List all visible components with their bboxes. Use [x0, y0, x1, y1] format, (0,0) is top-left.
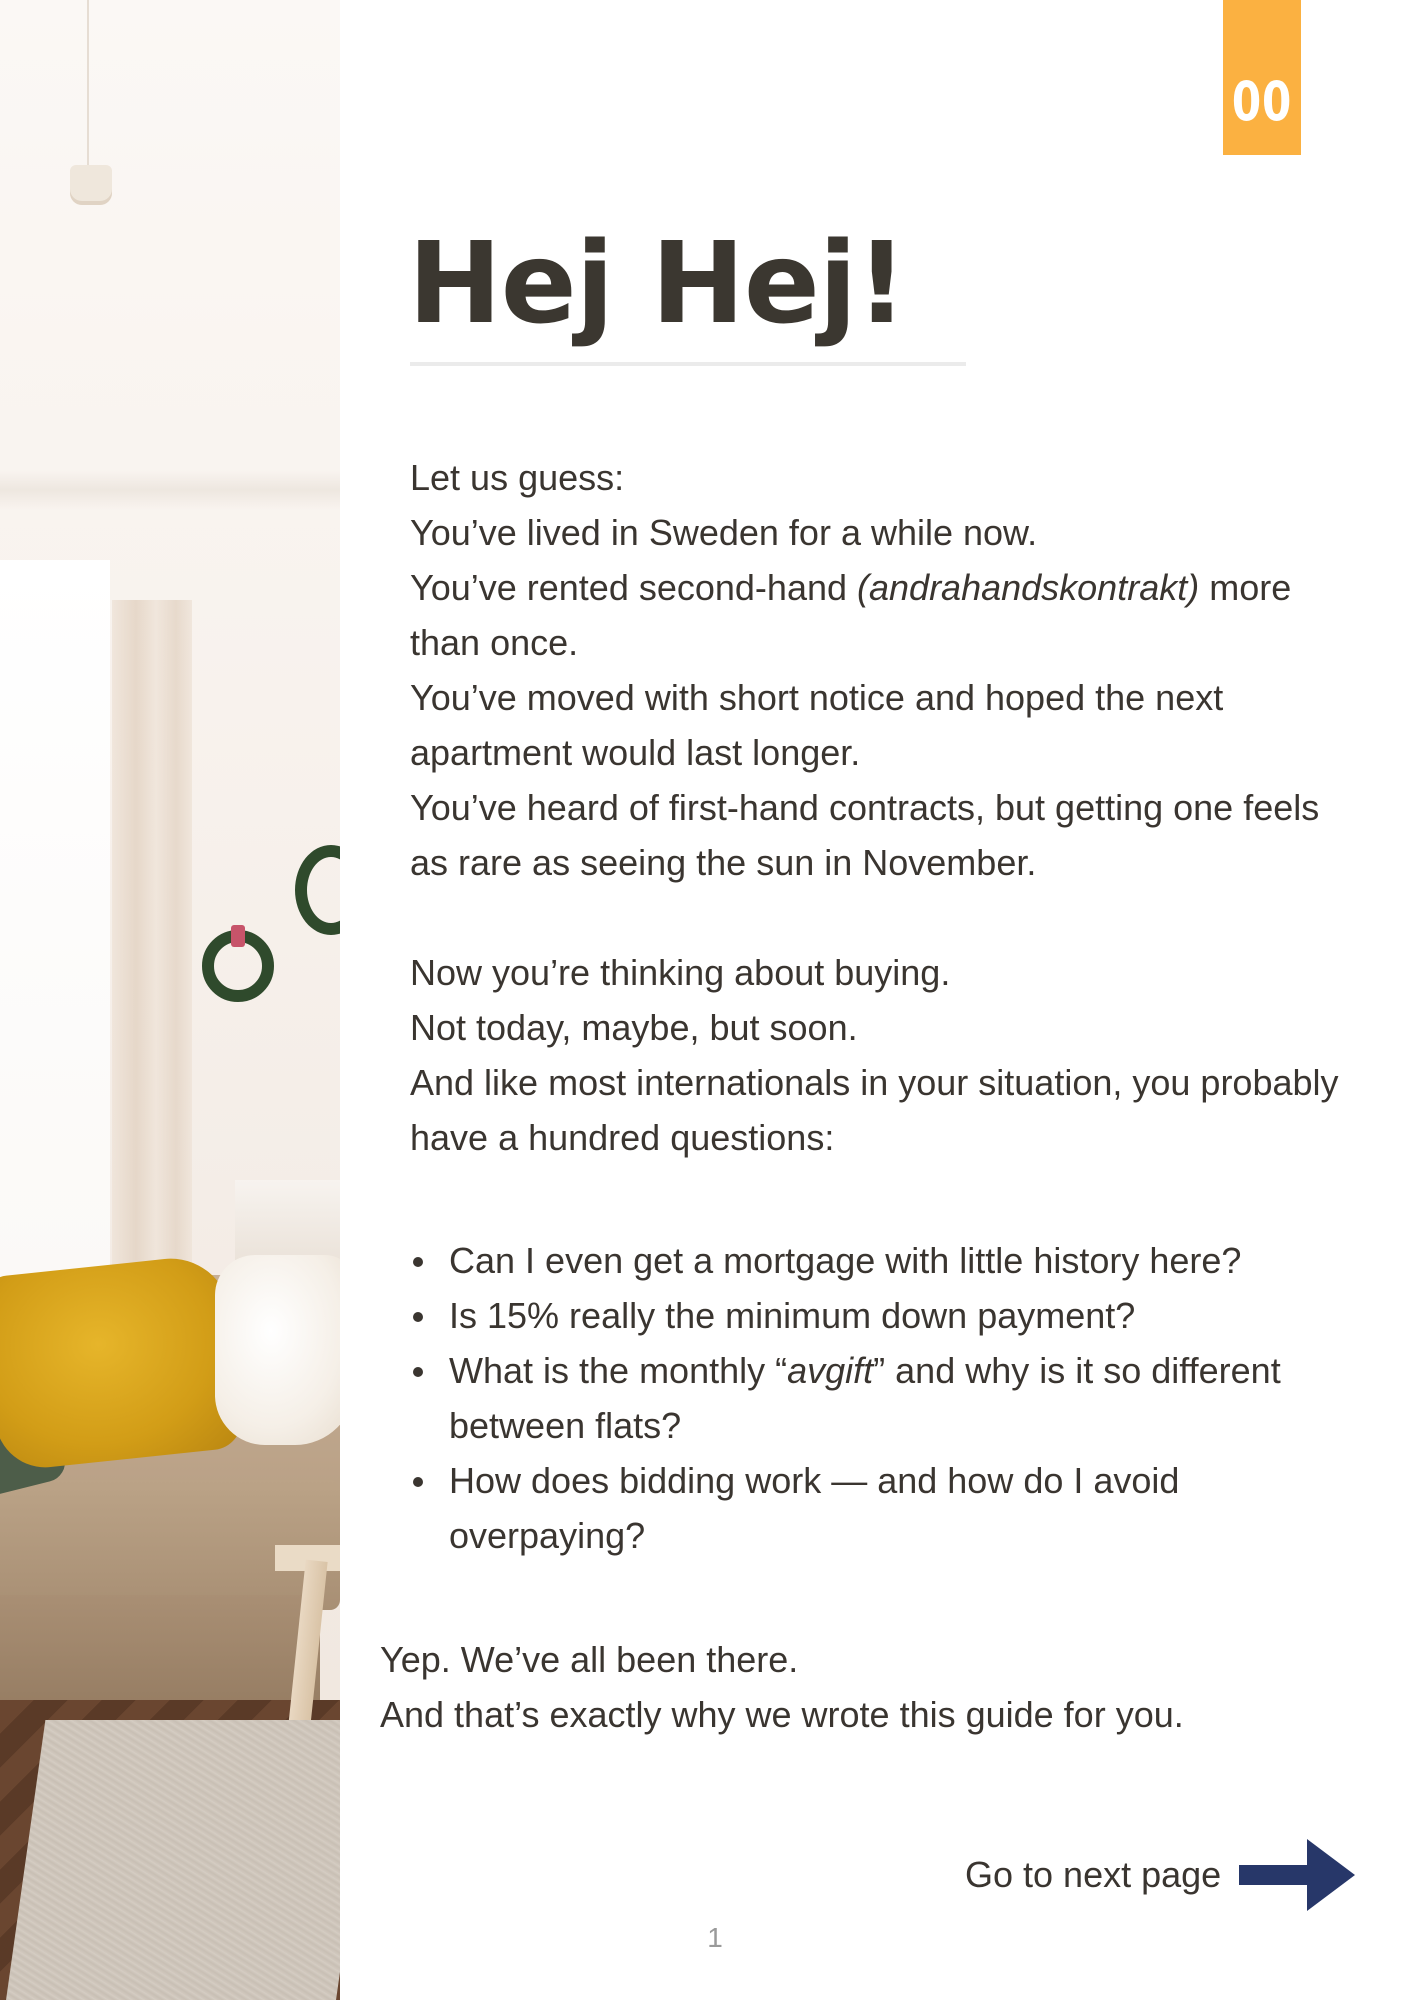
page-title: Hej Hej!: [408, 219, 907, 349]
swedish-term: avgift: [787, 1350, 874, 1391]
section-badge: [1223, 0, 1301, 155]
photo-lamp-cord: [87, 0, 89, 170]
buying-line: Now you’re thinking about buying.: [410, 952, 951, 993]
photo-lamp: [70, 165, 112, 205]
intro-line: You’ve moved with short notice and hoped the next apartment would last longer.: [410, 677, 1224, 773]
next-page-link[interactable]: [965, 1835, 1357, 1915]
intro-line: You’ve lived in Sweden for a while now.: [410, 512, 1038, 553]
living-room-photo: [0, 0, 340, 2000]
intro-text: more than once.: [410, 567, 1292, 663]
questions-list: [410, 1233, 1350, 1563]
photo-ribbon: [231, 925, 245, 947]
buying-paragraph: [410, 945, 1350, 1165]
arrow-right-icon[interactable]: [1237, 1835, 1357, 1915]
list-item: Is 15% really the minimum down payment?: [410, 1288, 1350, 1343]
list-item: How does bidding work — and how do I avoid overpaying?: [410, 1453, 1350, 1563]
intro-text: You’ve rented second-hand: [410, 567, 858, 608]
photo-curtain: [112, 600, 192, 1300]
arrow-shape: [1239, 1839, 1355, 1911]
intro-line: Let us guess:: [410, 457, 625, 498]
question-text: What is the monthly “: [449, 1350, 788, 1391]
closing-paragraph: [380, 1632, 1340, 1742]
title-divider: [410, 362, 966, 366]
photo-rug: [5, 1720, 340, 2000]
intro-line: You’ve heard of first-hand contracts, but getting one feels as rare as seeing the sun in November.: [410, 787, 1320, 883]
buying-line: And like most internationals in your situation, you probably have a hundred questions:: [410, 1062, 1339, 1158]
page-number: 1: [707, 1922, 723, 1953]
buying-line: Not today, maybe, but soon.: [410, 1007, 858, 1048]
photo-window: [0, 560, 110, 1280]
list-item: Can I even get a mortgage with little history here?: [410, 1233, 1350, 1288]
photo-sheepskin: [215, 1255, 340, 1445]
swedish-term: (andrahandskontrakt): [857, 567, 1200, 608]
list-item: [410, 1343, 1350, 1453]
section-number: 00: [1231, 70, 1293, 133]
next-page-label[interactable]: Go to next page: [965, 1854, 1222, 1895]
photo-wall-shade: [0, 470, 340, 510]
closing-line: And that’s exactly why we wrote this guide for you.: [380, 1694, 1184, 1735]
intro-line: [410, 560, 1350, 670]
photo-shelf: [235, 1180, 340, 1260]
intro-paragraph: [410, 450, 1350, 890]
wreath-icon: [295, 845, 340, 935]
question-text: ” and why is it so different between flats?: [449, 1350, 1281, 1446]
photo-cushion-yellow: [0, 1253, 245, 1473]
closing-line: Yep. We’ve all been there.: [380, 1639, 799, 1680]
